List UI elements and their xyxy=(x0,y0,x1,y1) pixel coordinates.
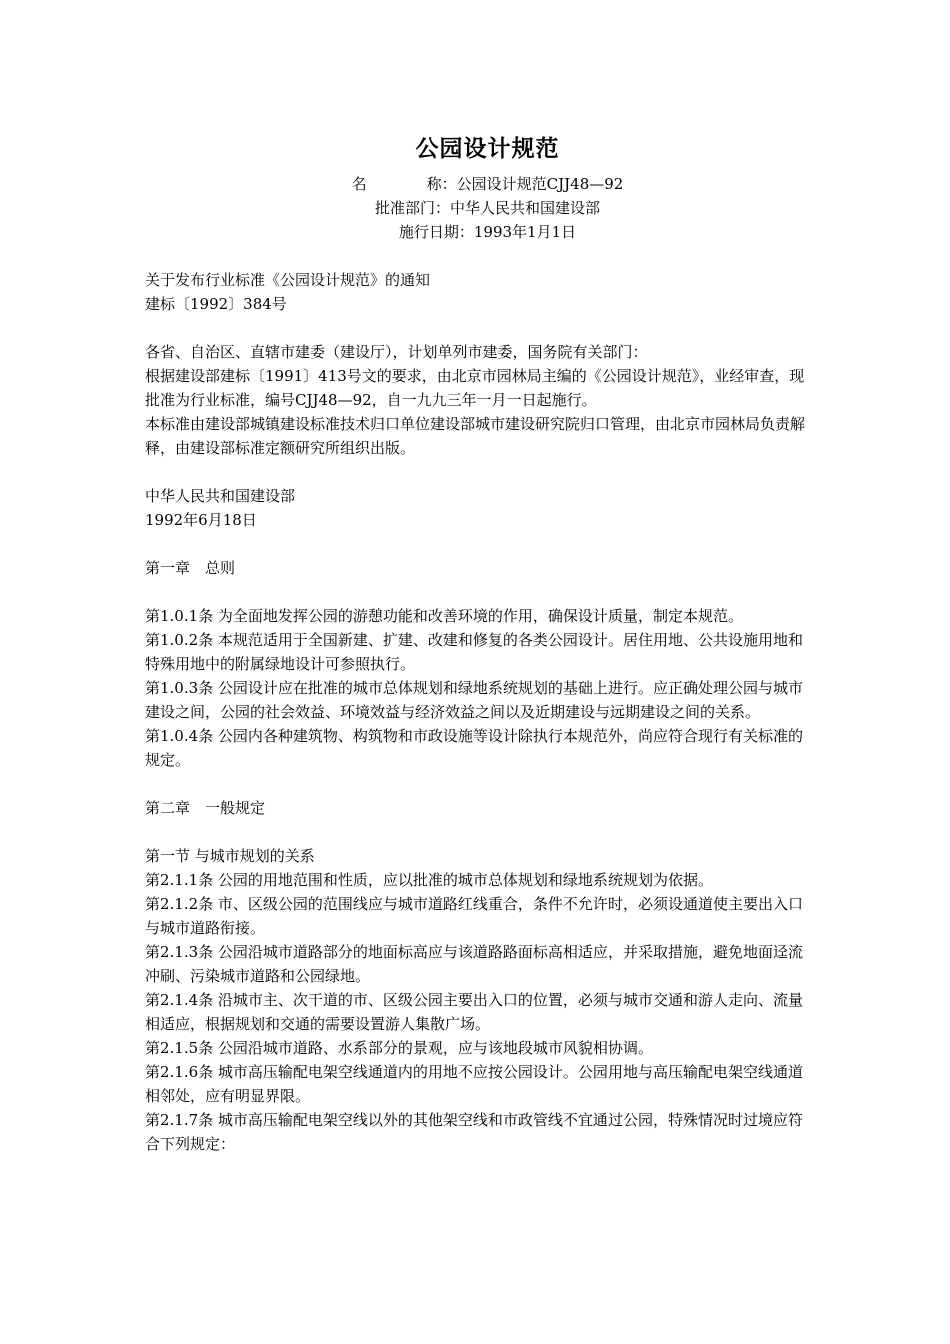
article-2-1-7: 第2.1.7条 城市高压输配电架空线以外的其他架空线和市政管线不宜通过公园，特殊情况时过境应符合下列规定： xyxy=(145,1111,803,1153)
document-title: 公园设计规范 xyxy=(415,136,560,162)
article-1-0-2: 第1.0.2条 本规范适用于全国新建、扩建、改建和修复的各类公园设计。居住用地、公共设施用地和特殊用地中的附属绿地设计可参照执行。 xyxy=(145,631,803,673)
spacer xyxy=(145,580,810,604)
article-1-0-3: 第1.0.3条 公园设计应在批准的城市总体规划和绿地系统规划的基础上进行。应正确处理公园与城市建设之间，公园的社会效益、环境效益与经济效益之间以及近期建设与远期建设之间的关系。 xyxy=(145,679,803,721)
notice-body-1: 根据建设部建标〔1991〕413号文的要求，由北京市园林局主编的《公园设计规范》，业经审查，现批准为行业标准，编号CJJ48—92，自一九九三年一月一日起施行。 xyxy=(145,367,805,409)
spacer xyxy=(145,772,810,796)
notice-date: 1992年6月18日 xyxy=(145,511,257,529)
notice-heading: 关于发布行业标准《公园设计规范》的通知 xyxy=(145,271,431,289)
article-2-1-4: 第2.1.4条 沿城市主、次干道的市、区级公园主要出入口的位置，必须与城市交通和游人走向、流量相适应，根据规划和交通的需要设置游人集散广场。 xyxy=(145,991,803,1033)
article-1-0-4: 第1.0.4条 公园内各种建筑物、构筑物和市政设施等设计除执行本规范外，尚应符合现行有关标准的规定。 xyxy=(145,727,803,769)
document-meta xyxy=(145,172,810,244)
notice-body-2: 本标准由建设部城镇建设标准技术归口单位建设部城市建设研究院归口管理，由北京市园林局负责解释，由建设部标准定额研究所组织出版。 xyxy=(145,415,806,457)
meta-approval-line: 批准部门：中华人民共和国建设部 xyxy=(374,199,600,217)
chapter-1-heading: 第一章 总则 xyxy=(145,559,236,577)
article-2-1-5: 第2.1.5条 公园沿城市道路、水系部分的景观，应与该地段城市风貌相协调。 xyxy=(145,1039,653,1057)
article-2-1-1: 第2.1.1条 公园的用地范围和性质，应以批准的城市总体规划和绿地系统规划为依据。 xyxy=(145,871,713,889)
spacer xyxy=(145,820,810,844)
meta-date-line: 施行日期：1993年1月1日 xyxy=(398,223,577,241)
article-1-0-1: 第1.0.1条 为全面地发挥公园的游憩功能和改善环境的作用，确保设计质量，制定本规范。 xyxy=(145,607,743,625)
chapter-2-heading: 第二章 一般规定 xyxy=(145,799,266,817)
spacer xyxy=(145,460,810,484)
document-body xyxy=(145,268,810,1156)
article-2-1-2: 第2.1.2条 市、区级公园的范围线应与城市道路红线重合，条件不允许时，必须设通道使主要出入口与城市道路衔接。 xyxy=(145,895,803,937)
article-2-1-3: 第2.1.3条 公园沿城市道路部分的地面标高应与该道路路面标高相适应，并采取措施，避免地面迳流冲刷、污染城市道路和公园绿地。 xyxy=(145,943,803,985)
spacer xyxy=(145,316,810,340)
notice-addressee: 各省、自治区、直辖市建委（建设厅），计划单列市建委，国务院有关部门： xyxy=(145,343,648,361)
notice-issuer: 中华人民共和国建设部 xyxy=(145,487,296,505)
notice-code: 建标〔1992〕384号 xyxy=(145,295,287,313)
spacer xyxy=(145,532,810,556)
meta-name-line: 名 称：公园设计规范CJJ48—92 xyxy=(351,175,624,193)
section-1-heading: 第一节 与城市规划的关系 xyxy=(145,847,315,865)
article-2-1-6: 第2.1.6条 城市高压输配电架空线通道内的用地不应按公园设计。公园用地与高压输配电架空线通道相邻处，应有明显界限。 xyxy=(145,1063,803,1105)
